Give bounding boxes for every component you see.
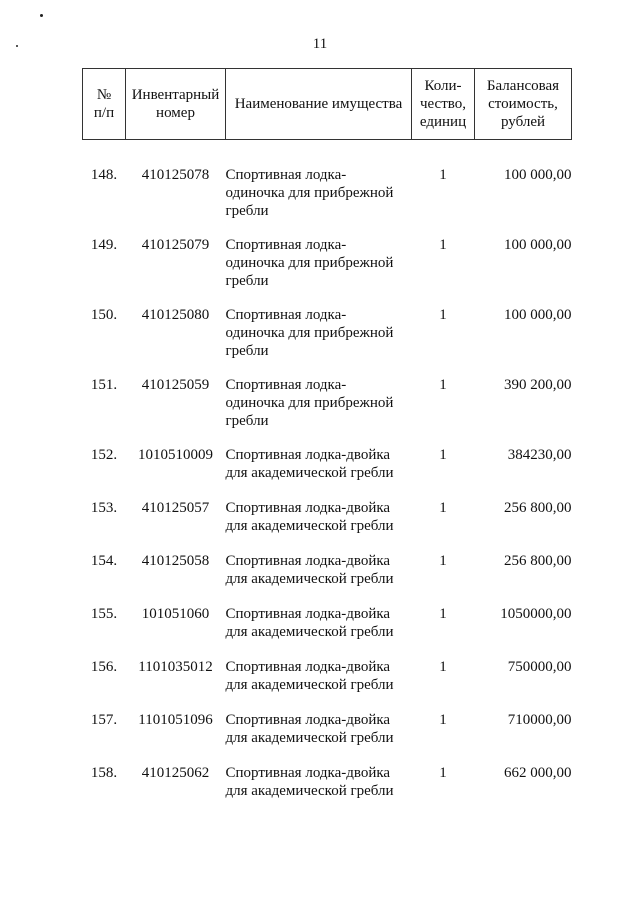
header-line: п/п (93, 105, 115, 121)
property-name (226, 764, 412, 817)
quantity: 1 (439, 447, 447, 463)
name-line: Спортивная лодка-двойка (225, 500, 391, 516)
name-line: одиночка для прибрежной (225, 185, 394, 201)
row-number: 158. (90, 765, 118, 781)
table-row (83, 658, 572, 711)
name-line: Спортивная лодка-двойка (225, 447, 391, 463)
name-line: для академической гребли (225, 677, 394, 693)
balance-value: 100 000,00 (504, 237, 572, 253)
name-line: для академической гребли (225, 571, 394, 587)
inventory-table (82, 68, 572, 817)
name-line: Спортивная лодка- (225, 377, 347, 393)
table-row (83, 711, 572, 764)
name-line: Спортивная лодка-двойка (225, 606, 391, 622)
name-line: одиночка для прибрежной (225, 255, 394, 271)
balance-value: 256 800,00 (504, 553, 572, 569)
inventory-number: 101051060 (141, 606, 210, 622)
scan-speck (40, 14, 43, 17)
property-name (226, 658, 412, 711)
inventory-number: 410125079 (141, 237, 210, 253)
quantity: 1 (439, 167, 447, 183)
row-number: 149. (90, 237, 118, 253)
inventory-number: 410125058 (141, 553, 210, 569)
balance-value: 256 800,00 (504, 500, 572, 516)
header-line: стоимость, (488, 96, 558, 112)
header-line: Балансовая (486, 78, 560, 94)
quantity: 1 (439, 500, 447, 516)
property-name (226, 605, 412, 658)
name-line: для академической гребли (225, 518, 394, 534)
inventory-number: 410125059 (141, 377, 210, 393)
table-row (83, 306, 572, 376)
property-name (226, 446, 412, 499)
inventory-number: 1101035012 (138, 659, 213, 675)
row-number: 156. (90, 659, 118, 675)
balance-value: 1050000,00 (500, 606, 572, 622)
name-line: одиночка для прибрежной (225, 395, 394, 411)
balance-value: 662 000,00 (504, 765, 572, 781)
page-number: 11 (312, 36, 328, 52)
header-line: номер (156, 105, 195, 121)
property-name (226, 552, 412, 605)
row-number: 151. (90, 377, 118, 393)
column-header-inventory-number (126, 69, 226, 140)
property-name (226, 376, 412, 446)
balance-value: 100 000,00 (504, 167, 572, 183)
header-line: № (96, 87, 112, 103)
quantity: 1 (439, 307, 447, 323)
column-header-quantity (412, 69, 475, 140)
table-row (83, 605, 572, 658)
name-line: для академической гребли (225, 730, 394, 746)
balance-value: 710000,00 (507, 712, 572, 728)
quantity: 1 (439, 237, 447, 253)
quantity: 1 (439, 553, 447, 569)
table-row (83, 376, 572, 446)
header-line: Коли- (424, 78, 462, 94)
name-line: для академической гребли (225, 783, 394, 799)
balance-value: 390 200,00 (504, 377, 572, 393)
row-number: 148. (90, 167, 118, 183)
column-header-number (83, 69, 126, 140)
row-number: 153. (90, 500, 118, 516)
name-line: Спортивная лодка-двойка (225, 659, 391, 675)
table-row (83, 499, 572, 552)
balance-value: 750000,00 (507, 659, 572, 675)
name-line: Спортивная лодка- (225, 307, 347, 323)
property-name (226, 236, 412, 306)
quantity: 1 (439, 377, 447, 393)
quantity: 1 (439, 712, 447, 728)
column-header-balance-value (475, 69, 572, 140)
table-row (83, 236, 572, 306)
balance-value: 100 000,00 (504, 307, 572, 323)
name-line: гребли (225, 273, 269, 289)
inventory-number: 1101051096 (138, 712, 213, 728)
name-line: гребли (225, 203, 269, 219)
inventory-number: 1010510009 (138, 447, 213, 463)
table-spacer (83, 140, 572, 167)
quantity: 1 (439, 659, 447, 675)
inventory-number: 410125080 (141, 307, 210, 323)
balance-value: 384230,00 (507, 447, 572, 463)
name-line: Спортивная лодка-двойка (225, 765, 391, 781)
table-row (83, 764, 572, 817)
name-line: Спортивная лодка- (225, 167, 347, 183)
header-line: Инвентарный (131, 87, 220, 103)
row-number: 157. (90, 712, 118, 728)
quantity: 1 (439, 765, 447, 781)
name-line: для академической гребли (225, 465, 394, 481)
row-number: 154. (90, 553, 118, 569)
property-name (226, 499, 412, 552)
property-name (226, 166, 412, 236)
name-line: гребли (225, 413, 269, 429)
row-number: 150. (90, 307, 118, 323)
table-row (83, 166, 572, 236)
name-line: гребли (225, 343, 269, 359)
inventory-number: 410125078 (141, 167, 210, 183)
header-line: чество, (419, 96, 467, 112)
name-line: Спортивная лодка- (225, 237, 347, 253)
name-line: одиночка для прибрежной (225, 325, 394, 341)
column-header-property-name (226, 69, 412, 140)
header-line: рублей (500, 114, 546, 130)
row-number: 155. (90, 606, 118, 622)
property-name (226, 306, 412, 376)
table-row (83, 446, 572, 499)
table-row (83, 552, 572, 605)
header-line: Наименование имущества (234, 96, 403, 112)
row-number: 152. (90, 447, 118, 463)
table-header-row (83, 69, 572, 140)
quantity: 1 (439, 606, 447, 622)
property-name (226, 711, 412, 764)
inventory-number: 410125057 (141, 500, 210, 516)
name-line: для академической гребли (225, 624, 394, 640)
name-line: Спортивная лодка-двойка (225, 712, 391, 728)
name-line: Спортивная лодка-двойка (225, 553, 391, 569)
header-line: единиц (419, 114, 467, 130)
inventory-number: 410125062 (141, 765, 210, 781)
